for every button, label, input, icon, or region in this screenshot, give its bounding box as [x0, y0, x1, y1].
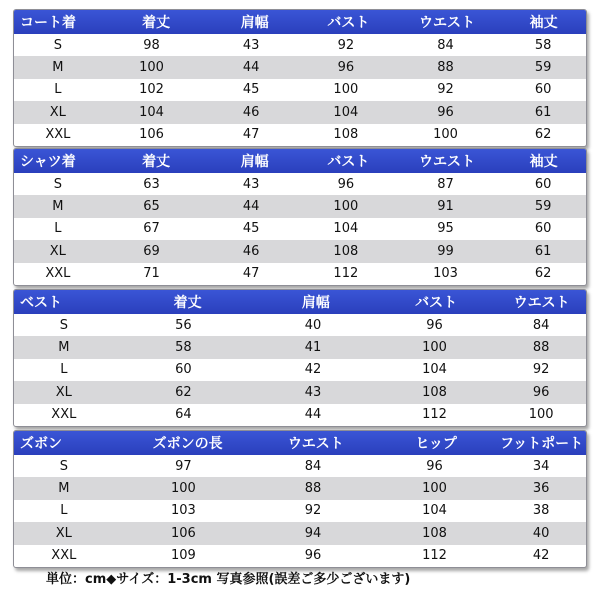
header-cell: 着丈	[142, 154, 171, 170]
measurement-cell: 46	[242, 243, 260, 259]
measurement-cell: 43	[242, 37, 260, 53]
measurement-cell: 62	[534, 127, 552, 143]
measurement-cell: 96	[426, 458, 443, 474]
size-label: XL	[49, 104, 66, 120]
measurement-cell: 106	[139, 127, 164, 143]
measurement-cell: 42	[532, 548, 550, 564]
measurement-cell: 104	[333, 221, 359, 237]
measurement-cell: 96	[304, 548, 322, 564]
measurement-cell: 88	[437, 60, 454, 76]
measurement-cell: 108	[422, 525, 447, 541]
measurement-cell: 38	[532, 503, 550, 519]
measurement-cell: 108	[333, 243, 359, 259]
size-label: XL	[49, 243, 66, 259]
measurement-cell: 91	[437, 199, 454, 215]
measurement-cell: 63	[143, 176, 160, 192]
header-cell: ウエスト	[418, 154, 475, 170]
measurement-cell: 100	[171, 481, 196, 497]
measurement-cell: 40	[304, 317, 322, 333]
measurement-cell: 84	[532, 317, 550, 333]
measurement-cell: 84	[304, 458, 322, 474]
size-label: S	[59, 317, 68, 333]
measurement-cell: 42	[304, 362, 322, 378]
table-row	[14, 173, 586, 195]
table-row	[14, 240, 586, 262]
measurement-cell: 96	[437, 104, 454, 120]
table-row	[14, 79, 586, 101]
measurement-cell: 58	[175, 340, 192, 356]
measurement-cell: 92	[437, 82, 454, 98]
measurement-cell: 47	[242, 127, 260, 143]
measurement-cell: 60	[534, 221, 552, 237]
measurement-cell: 97	[175, 458, 192, 474]
size-label: M	[52, 60, 64, 76]
table-row	[14, 477, 586, 499]
measurement-cell: 92	[304, 503, 322, 519]
size-label: XXL	[45, 266, 71, 282]
measurement-cell: 96	[426, 317, 443, 333]
measurement-cell: 103	[433, 266, 458, 282]
header-cell: 着丈	[173, 295, 202, 311]
size-label: M	[58, 340, 70, 356]
header-cell: ヒップ	[415, 436, 457, 452]
measurement-cell: 69	[143, 243, 160, 259]
measurement-cell: 100	[433, 127, 458, 143]
header-cell: バスト	[415, 295, 458, 311]
measurement-cell: 100	[422, 340, 447, 356]
table-row	[14, 500, 586, 522]
size-label: L	[60, 362, 68, 378]
table-row	[14, 124, 586, 146]
measurement-cell: 96	[337, 60, 355, 76]
measurement-cell: 44	[242, 60, 260, 76]
header-cell: ズボンの長	[152, 436, 223, 452]
measurement-cell: 59	[534, 60, 552, 76]
measurement-cell: 60	[534, 82, 552, 98]
size-label: M	[52, 199, 64, 215]
table-header	[14, 10, 586, 34]
header-cell: シャツ着	[20, 154, 76, 170]
measurement-cell: 43	[304, 384, 322, 400]
table-row	[14, 218, 586, 240]
measurement-cell: 60	[175, 362, 192, 378]
table-row	[14, 263, 586, 285]
measurement-cell: 92	[532, 362, 550, 378]
measurement-cell: 104	[422, 362, 447, 378]
table-row	[14, 404, 586, 426]
size-label: S	[53, 37, 62, 53]
measurement-cell: 59	[534, 199, 552, 215]
measurement-cell: 36	[532, 481, 550, 497]
size-label: L	[54, 221, 62, 237]
table-header	[14, 431, 586, 455]
measurement-cell: 104	[422, 503, 447, 519]
header-cell: バスト	[327, 154, 370, 170]
table-row	[14, 545, 586, 567]
size-label: XL	[55, 525, 72, 541]
pants-table	[13, 430, 587, 568]
measurement-cell: 45	[242, 82, 260, 98]
measurement-cell: 67	[143, 221, 160, 237]
header-cell: バスト	[327, 15, 370, 31]
measurement-cell: 64	[175, 407, 192, 423]
measurement-cell: 112	[422, 407, 447, 423]
measurement-cell: 61	[534, 104, 552, 120]
measurement-cell: 84	[437, 37, 454, 53]
measurement-cell: 112	[422, 548, 447, 564]
measurement-cell: 104	[139, 104, 164, 120]
measurement-cell: 43	[242, 176, 260, 192]
measurement-cell: 92	[337, 37, 355, 53]
measurement-cell: 46	[242, 104, 260, 120]
measurement-cell: 94	[304, 525, 322, 541]
vest-table	[13, 289, 587, 427]
header-cell: 袖丈	[529, 15, 558, 31]
header-cell: 袖丈	[529, 154, 558, 170]
table-row	[14, 336, 586, 358]
table-row	[14, 381, 586, 403]
size-label: M	[58, 481, 70, 497]
measurement-cell: 100	[333, 199, 359, 215]
table-header	[14, 290, 586, 314]
measurement-cell: 87	[437, 176, 454, 192]
measurement-cell: 58	[534, 37, 552, 53]
table-header	[14, 149, 586, 173]
size-label: XXL	[45, 127, 71, 143]
measurement-cell: 62	[175, 384, 192, 400]
size-label: L	[54, 82, 62, 98]
measurement-cell: 102	[139, 82, 164, 98]
table-row	[14, 314, 586, 336]
header-cell: ウエスト	[418, 15, 475, 31]
measurement-cell: 71	[143, 266, 160, 282]
measurement-cell: 60	[534, 176, 552, 192]
measurement-cell: 99	[437, 243, 454, 259]
table-row	[14, 455, 586, 477]
header-cell: 肩幅	[240, 15, 269, 31]
header-cell: ベスト	[20, 295, 62, 311]
table-row	[14, 522, 586, 544]
measurement-cell: 100	[139, 60, 164, 76]
size-label: XXL	[51, 407, 77, 423]
measurement-cell: 112	[333, 266, 359, 282]
size-label: XL	[55, 384, 72, 400]
table-row	[14, 56, 586, 78]
measurement-cell: 47	[242, 266, 260, 282]
table-row	[14, 34, 586, 56]
measurement-cell: 44	[242, 199, 260, 215]
measurement-cell: 96	[337, 176, 355, 192]
measurement-cell: 100	[422, 481, 447, 497]
measurement-cell: 98	[143, 37, 160, 53]
size-label: L	[60, 503, 68, 519]
header-cell: 肩幅	[301, 295, 330, 311]
table-row	[14, 195, 586, 217]
size-label: S	[53, 176, 62, 192]
measurement-cell: 88	[304, 481, 322, 497]
header-cell: ウエスト	[513, 295, 570, 311]
header-cell: 着丈	[142, 15, 171, 31]
measurement-cell: 45	[242, 221, 260, 237]
measurement-cell: 65	[143, 199, 160, 215]
header-cell: 肩幅	[240, 154, 269, 170]
measurement-cell: 95	[437, 221, 454, 237]
measurement-cell: 109	[171, 548, 196, 564]
measurement-cell: 108	[422, 384, 447, 400]
header-cell: コート着	[20, 15, 76, 31]
header-cell: ズボン	[20, 436, 62, 452]
table-row	[14, 101, 586, 123]
measurement-cell: 40	[532, 525, 550, 541]
measurement-cell: 41	[304, 340, 322, 356]
shirt-table	[13, 148, 587, 286]
size-label: XXL	[51, 548, 77, 564]
measurement-cell: 100	[333, 82, 359, 98]
measurement-cell: 44	[304, 407, 322, 423]
size-label: S	[59, 458, 68, 474]
measurement-cell: 88	[532, 340, 550, 356]
measurement-cell: 100	[528, 407, 554, 423]
header-cell: ウエスト	[287, 436, 344, 452]
coat-table	[13, 9, 587, 147]
table-row	[14, 359, 586, 381]
measurement-cell: 96	[532, 384, 550, 400]
size-note: 単位：cm◆サイズ：1-3cm 写真参照(誤差ご多少ございます)	[46, 572, 411, 587]
measurement-cell: 103	[171, 503, 196, 519]
measurement-cell: 108	[333, 127, 359, 143]
measurement-cell: 104	[333, 104, 359, 120]
measurement-cell: 61	[534, 243, 552, 259]
measurement-cell: 62	[534, 266, 552, 282]
measurement-cell: 106	[171, 525, 196, 541]
header-cell: フットポート	[500, 436, 584, 452]
measurement-cell: 56	[175, 317, 192, 333]
measurement-cell: 34	[532, 458, 550, 474]
